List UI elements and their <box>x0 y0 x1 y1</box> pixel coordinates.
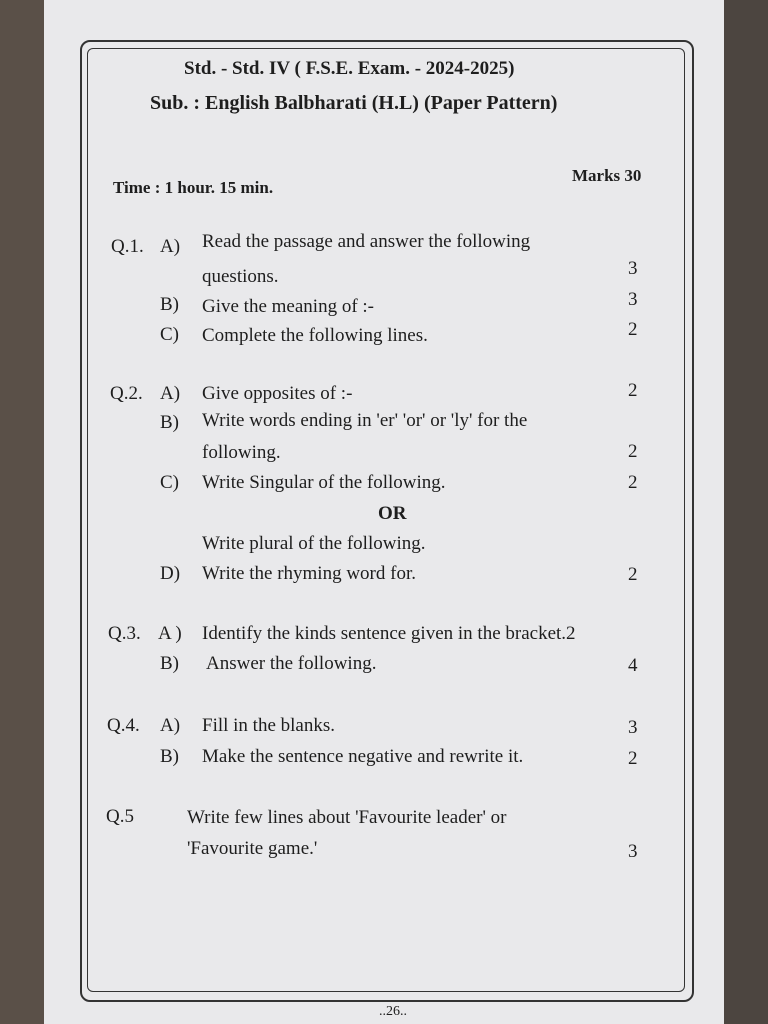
q1a-text-cont: questions. <box>202 266 279 287</box>
q2c-alt-text: Write plural of the following. <box>202 533 426 554</box>
q2b-text-cont: following. <box>202 442 281 463</box>
q1c-label: C) <box>160 324 179 345</box>
q2-number: Q.2. <box>110 383 143 404</box>
q2d-label: D) <box>160 563 181 584</box>
q2d-text: Write the rhyming word for. <box>202 563 416 584</box>
q1a-label: A) <box>160 236 181 257</box>
q4a-text: Fill in the blanks. <box>202 715 335 736</box>
q4a-label: A) <box>160 715 181 736</box>
q1b-text: Give the meaning of :- <box>202 296 375 317</box>
q1a-marks: 3 <box>628 258 638 279</box>
q3b-marks: 4 <box>628 655 638 676</box>
q1b-label: B) <box>160 294 179 315</box>
exam-title: Std. - Std. IV ( F.S.E. Exam. - 2024-2025) <box>184 58 515 79</box>
q5-marks: 3 <box>628 841 638 862</box>
subject-title: Sub. : English Balbharati (H.L) (Paper Pattern) <box>150 92 558 114</box>
q4b-text: Make the sentence negative and rewrite it. <box>202 746 524 767</box>
q4b-label: B) <box>160 746 179 767</box>
q5-text: Write few lines about 'Favourite leader' or <box>187 807 507 828</box>
q2c-label: C) <box>160 472 179 493</box>
q2a-marks: 2 <box>628 380 638 401</box>
q1b-marks: 3 <box>628 289 638 310</box>
q4a-marks: 3 <box>628 717 638 738</box>
q2a-text: Give opposites of :- <box>202 383 353 404</box>
q2b-label: B) <box>160 412 179 433</box>
q3a-text: Identify the kinds sentence given in the bracket.2 <box>202 623 576 644</box>
marks-label: Marks 30 <box>572 166 642 185</box>
q2d-marks: 2 <box>628 564 638 585</box>
q1c-text: Complete the following lines. <box>202 325 428 346</box>
q5-text-cont: 'Favourite game.' <box>187 838 318 859</box>
q2a-label: A) <box>160 383 181 404</box>
q3-number: Q.3. <box>108 623 141 644</box>
q1a-text: Read the passage and answer the following <box>202 231 531 252</box>
time-label: Time : 1 hour. 15 min. <box>113 178 274 197</box>
page-number: ..26.. <box>379 1004 407 1019</box>
or-separator: OR <box>378 503 407 524</box>
q1-number: Q.1. <box>111 236 144 257</box>
q3b-label: B) <box>160 653 179 674</box>
q1c-marks: 2 <box>628 319 638 340</box>
q2c-marks: 2 <box>628 472 638 493</box>
q3a-label: A ) <box>158 623 182 644</box>
q2b-text: Write words ending in 'er' 'or' or 'ly' for the <box>202 410 528 431</box>
q4b-marks: 2 <box>628 748 638 769</box>
q3b-text: Answer the following. <box>206 653 377 674</box>
q2c-text: Write Singular of the following. <box>202 472 446 493</box>
q2b-marks: 2 <box>628 441 638 462</box>
page-edge-shadow <box>724 0 768 1024</box>
q5-number: Q.5 <box>106 806 134 827</box>
q4-number: Q.4. <box>107 715 140 736</box>
